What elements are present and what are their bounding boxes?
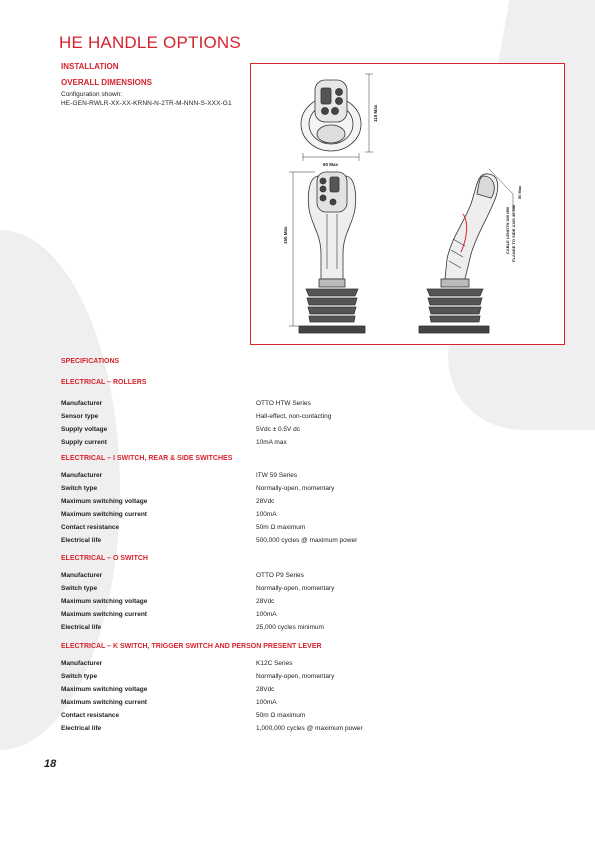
section-heading-installation: INSTALLATION [61, 62, 119, 71]
spec-value: OTTO P9 Series [256, 572, 304, 579]
page-number: 18 [44, 758, 57, 770]
spec-row [61, 722, 541, 735]
spec-value: 50m Ω maximum [256, 712, 306, 719]
spec-value: 28Vdc [256, 686, 275, 693]
spec-value: K12C Series [256, 660, 293, 667]
spec-key: Manufacturer [61, 572, 103, 579]
spec-value: Normally-open, momentary [256, 673, 335, 680]
spec-key: Maximum switching current [61, 511, 147, 518]
spec-key: Switch type [61, 485, 98, 492]
spec-row [61, 397, 541, 410]
dim-side-label-3: 50 Max [517, 185, 522, 199]
spec-row [61, 670, 541, 683]
spec-row [61, 582, 541, 595]
spec-row [61, 595, 541, 608]
spec-key: Manufacturer [61, 400, 103, 407]
spec-key: Switch type [61, 585, 98, 592]
spec-row [61, 608, 541, 621]
spec-key: Contact resistance [61, 524, 120, 531]
page-title: HE HANDLE OPTIONS [59, 33, 241, 52]
spec-row [61, 436, 541, 449]
spec-row [61, 423, 541, 436]
spec-key: Manufacturer [61, 472, 103, 479]
spec-row [61, 534, 541, 547]
spec-key: Maximum switching current [61, 699, 147, 706]
section-electrical-k-switch [61, 641, 541, 735]
section-electrical-i-switch [61, 453, 541, 547]
spec-row [61, 482, 541, 495]
section-electrical-o-switch [61, 553, 541, 634]
config-label: Configuration shown: [61, 91, 123, 98]
spec-key: Maximum switching voltage [61, 498, 148, 505]
handle-top-view [301, 80, 361, 151]
spec-key: Electrical life [61, 537, 102, 544]
config-code: HE-GEN-RWLR-XX-XX-KRNN-N-2TR-M-NNN-S-XXX-G1 [61, 100, 232, 107]
spec-row [61, 569, 541, 582]
section-title: ELECTRICAL – I SWITCH, REAR & SIDE SWITCHES [61, 455, 233, 462]
spec-value: 1,000,000 cycles @ maximum power [256, 725, 363, 732]
spec-row [61, 410, 541, 423]
spec-row [61, 521, 541, 534]
spec-value: 100mA [256, 611, 277, 618]
spec-value: 100mA [256, 511, 277, 518]
dim-front-height: 150 Max [283, 226, 288, 244]
section-title: ELECTRICAL – ROLLERS [61, 379, 147, 386]
spec-row [61, 508, 541, 521]
dimensions-figure [250, 63, 565, 345]
spec-row [61, 683, 541, 696]
spec-value: 50m Ω maximum [256, 524, 306, 531]
handle-side-view [419, 174, 498, 333]
spec-value: 5Vdc ± 0.5V dc [256, 426, 301, 433]
section-title: ELECTRICAL – K SWITCH, TRIGGER SWITCH AND PERSON PRESENT LEVER [61, 643, 322, 650]
spec-key: Maximum switching current [61, 611, 147, 618]
subsection-heading-overall-dimensions: OVERALL DIMENSIONS [61, 78, 152, 87]
section-electrical-rollers [61, 377, 541, 449]
spec-key: Electrical life [61, 725, 102, 732]
spec-key: Supply current [61, 439, 107, 446]
spec-key: Manufacturer [61, 660, 103, 667]
section-title: ELECTRICAL – O SWITCH [61, 555, 148, 562]
spec-row [61, 495, 541, 508]
specifications-heading: SPECIFICATIONS [61, 358, 120, 365]
spec-row [61, 469, 541, 482]
spec-value: OTTO HTW Series [256, 400, 311, 407]
spec-key: Sensor type [61, 413, 99, 420]
spec-value: 28Vdc [256, 498, 275, 505]
spec-value: 100mA [256, 699, 277, 706]
dim-top-width: 60 Max [323, 162, 339, 167]
spec-row [61, 696, 541, 709]
handle-front-view [299, 172, 365, 333]
spec-row [61, 657, 541, 670]
spec-key: Supply voltage [61, 426, 108, 433]
spec-row [61, 621, 541, 634]
dimensions-drawing [251, 64, 564, 344]
spec-value: 28Vdc [256, 598, 275, 605]
dim-top-height: 115 Max [373, 104, 378, 122]
spec-key: Contact resistance [61, 712, 120, 719]
spec-value: ITW 59 Series [256, 472, 298, 479]
spec-key: Maximum switching voltage [61, 686, 148, 693]
spec-key: Electrical life [61, 624, 102, 631]
spec-value: Normally-open, momentary [256, 585, 335, 592]
spec-key: Switch type [61, 673, 98, 680]
spec-row [61, 709, 541, 722]
spec-value: 25,000 cycles minimum [256, 624, 324, 631]
dim-side-label-1: CABLE LENGTH 300 MM [505, 207, 510, 254]
spec-value: 10mA max [256, 439, 287, 446]
spec-value: Hall-effect, non-contacting [256, 413, 332, 420]
spec-key: Maximum switching voltage [61, 598, 148, 605]
dim-side-label-2: FLANGE TO SIDE AXIS 40 MM [511, 204, 516, 262]
spec-value: Normally-open, momentary [256, 485, 335, 492]
spec-value: 500,000 cycles @ maximum power [256, 537, 358, 544]
